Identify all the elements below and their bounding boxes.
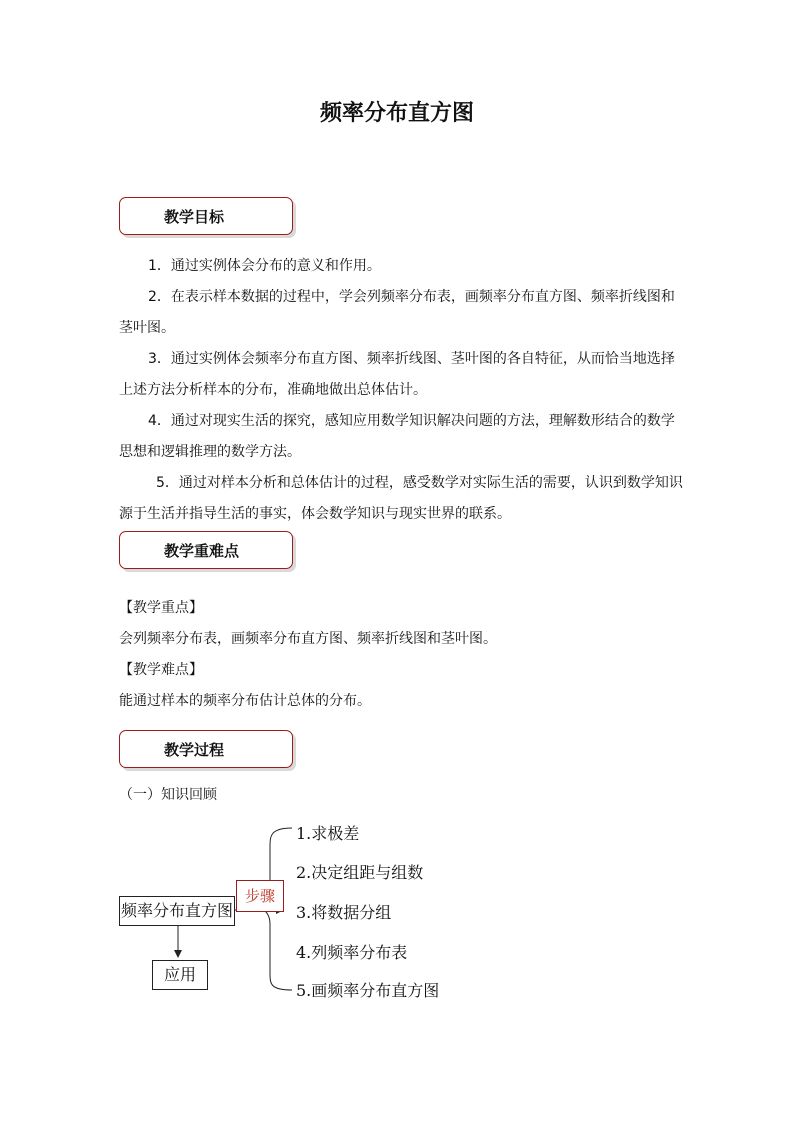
goal-2-line1: 2．在表示样本数据的过程中，学会列频率分布表，画频率分布直方图、频率折线图和 xyxy=(148,289,675,305)
step-item: 5.画频率分布直方图 xyxy=(296,981,440,1000)
main-topic-box: 频率分布直方图 xyxy=(119,896,235,926)
section-label: 教学目标 xyxy=(164,208,225,226)
application-box: 应用 xyxy=(152,960,208,990)
section-label: 教学过程 xyxy=(164,741,225,759)
goal-1: 1．通过实例体会分布的意义和作用。 xyxy=(148,258,381,274)
difficulty-label: 【教学难点】 xyxy=(119,662,203,678)
difficulty-text: 能通过样本的频率分布估计总体的分布。 xyxy=(119,693,371,709)
down-arrowhead-icon xyxy=(174,950,182,958)
section-label: 教学重难点 xyxy=(164,542,240,560)
goal-5-line1: 5．通过对样本分析和总体估计的过程，感受数学对实际生活的需要，认识到数学知识 xyxy=(156,475,683,491)
knowledge-review-heading: （一）知识回顾 xyxy=(119,787,217,803)
goal-2-line2: 茎叶图。 xyxy=(119,320,175,336)
step-item: 1.求极差 xyxy=(296,824,360,843)
focus-text: 会列频率分布表，画频率分布直方图、频率折线图和茎叶图。 xyxy=(119,631,497,647)
step-item: 3.将数据分组 xyxy=(296,903,392,922)
goal-4-line1: 4．通过对现实生活的探究，感知应用数学知识解决问题的方法，理解数形结合的数学 xyxy=(148,413,675,429)
step-item: 2.决定组距与组数 xyxy=(296,863,424,882)
goal-3-line1: 3．通过实例体会频率分布直方图、频率折线图、茎叶图的各自特征，从而恰当地选择 xyxy=(148,351,675,367)
goal-4-line2: 思想和逻辑推理的数学方法。 xyxy=(119,444,301,460)
focus-label: 【教学重点】 xyxy=(119,600,203,616)
goal-5-line2: 源于生活并指导生活的事实，体会数学知识与现实世界的联系。 xyxy=(119,506,511,522)
steps-label: 步骤 xyxy=(236,880,284,912)
goal-3-line2: 上述方法分析样本的分布，准确地做出总体估计。 xyxy=(119,382,427,398)
page-title: 频率分布直方图 xyxy=(319,100,474,126)
step-item: 4.列频率分布表 xyxy=(296,943,408,962)
